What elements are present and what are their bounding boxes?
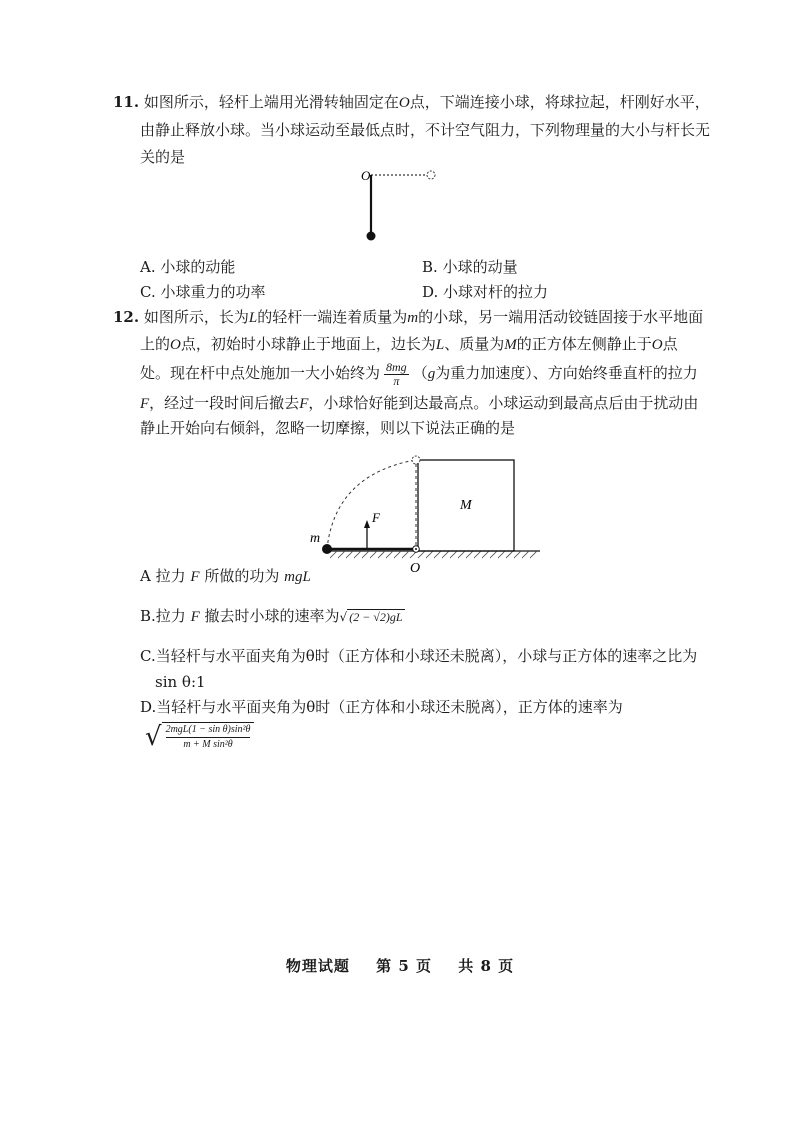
ball-label-m: m: [310, 531, 321, 546]
q11-point-o: O: [398, 95, 410, 111]
ball-top-position: [412, 456, 420, 464]
cube-label-m: M: [460, 498, 472, 513]
q11-figure-label-o: O: [361, 168, 371, 183]
ball-m: [322, 544, 332, 554]
q11-text-1a: 如图所示，轻杆上端用光滑转轴固定在: [143, 93, 399, 111]
q12-force-fraction: $\frac{8mg}{\pi}$: [386, 359, 407, 388]
q11-number: 11.: [113, 93, 140, 111]
q12-option-d-line-1: D.当轻杆与水平面夹角为θ时（正方体和小球还未脱离），正方体的速率为: [140, 698, 623, 716]
q12-option-b: B.拉力 F 撤去时小球的速率为√ (2 − √2)gL: [140, 607, 403, 625]
page-footer: [0, 955, 800, 976]
ground-hatching: [330, 551, 537, 558]
q11-option-d: D. 小球对杆的拉力: [422, 283, 549, 301]
q12-option-a: A 拉力 F 所做的功为 mgL: [140, 567, 311, 585]
q12-line-5: 静止开始向右倾斜，忽略一切摩擦，则以下说法正确的是: [140, 419, 516, 437]
q11-line-2: 由静止释放小球。当小球运动至最低点时，不计空气阻力，下列物理量的大小与杆长无: [140, 121, 711, 139]
force-arrowhead: [364, 520, 370, 528]
q12-figure: [300, 450, 560, 580]
option-b-sqrt: √ (2 − √2)gL: [339, 610, 403, 624]
q12-line-2: 上的O点，初始时小球静止于地面上，边长为L、质量为M的正方体左侧静止于O点: [140, 335, 678, 353]
footer-total: 共 8 页: [458, 957, 515, 975]
force-label-f: F: [372, 510, 380, 525]
q11-figure: [355, 160, 455, 245]
q12-option-d-formula: √ 2mgL(1 − sin θ)sin²θ m + M sin²θ: [145, 722, 254, 752]
q12-line-1: 12. 如图所示，长为L的轻杆一端连着质量为m的小球，另一端用活动铰链固接于水平地面: [113, 308, 704, 326]
q12-option-c-line-1: C.当轻杆与水平面夹角为θ时（正方体和小球还未脱离），小球与正方体的速率之比为: [140, 647, 698, 665]
footer-subject: 物理试题: [285, 957, 350, 975]
q11-ball: [367, 232, 376, 241]
q12-line-3: 处。现在杆中点处施加一大小始终为 $\frac{8mg}{\pi}$ （g为重力加速度）、方向始终垂直杆的拉力: [140, 359, 698, 388]
q11-option-a: A. 小球的动能: [140, 258, 236, 276]
q11-line-3: 关的是: [140, 148, 186, 166]
q11-text-1b: 点，下端连接小球，将球拉起，杆刚好水平，: [409, 93, 710, 111]
footer-page: 第 5 页: [376, 957, 432, 975]
q11-option-c: C. 小球重力的功率: [140, 283, 266, 301]
ball-trajectory-arc: [327, 460, 415, 549]
q11-initial-ball-position: [427, 171, 435, 179]
q11-option-b: B. 小球的动量: [422, 258, 518, 276]
pivot-label-o: O: [410, 561, 421, 576]
q11-line-1: [113, 92, 710, 113]
q12-option-c-line-2: sin θ:1: [155, 673, 206, 691]
q12-line-4: F，经过一段时间后撤去F，小球恰好能到达最高点。小球运动到最高点后由于扰动由: [140, 394, 699, 412]
